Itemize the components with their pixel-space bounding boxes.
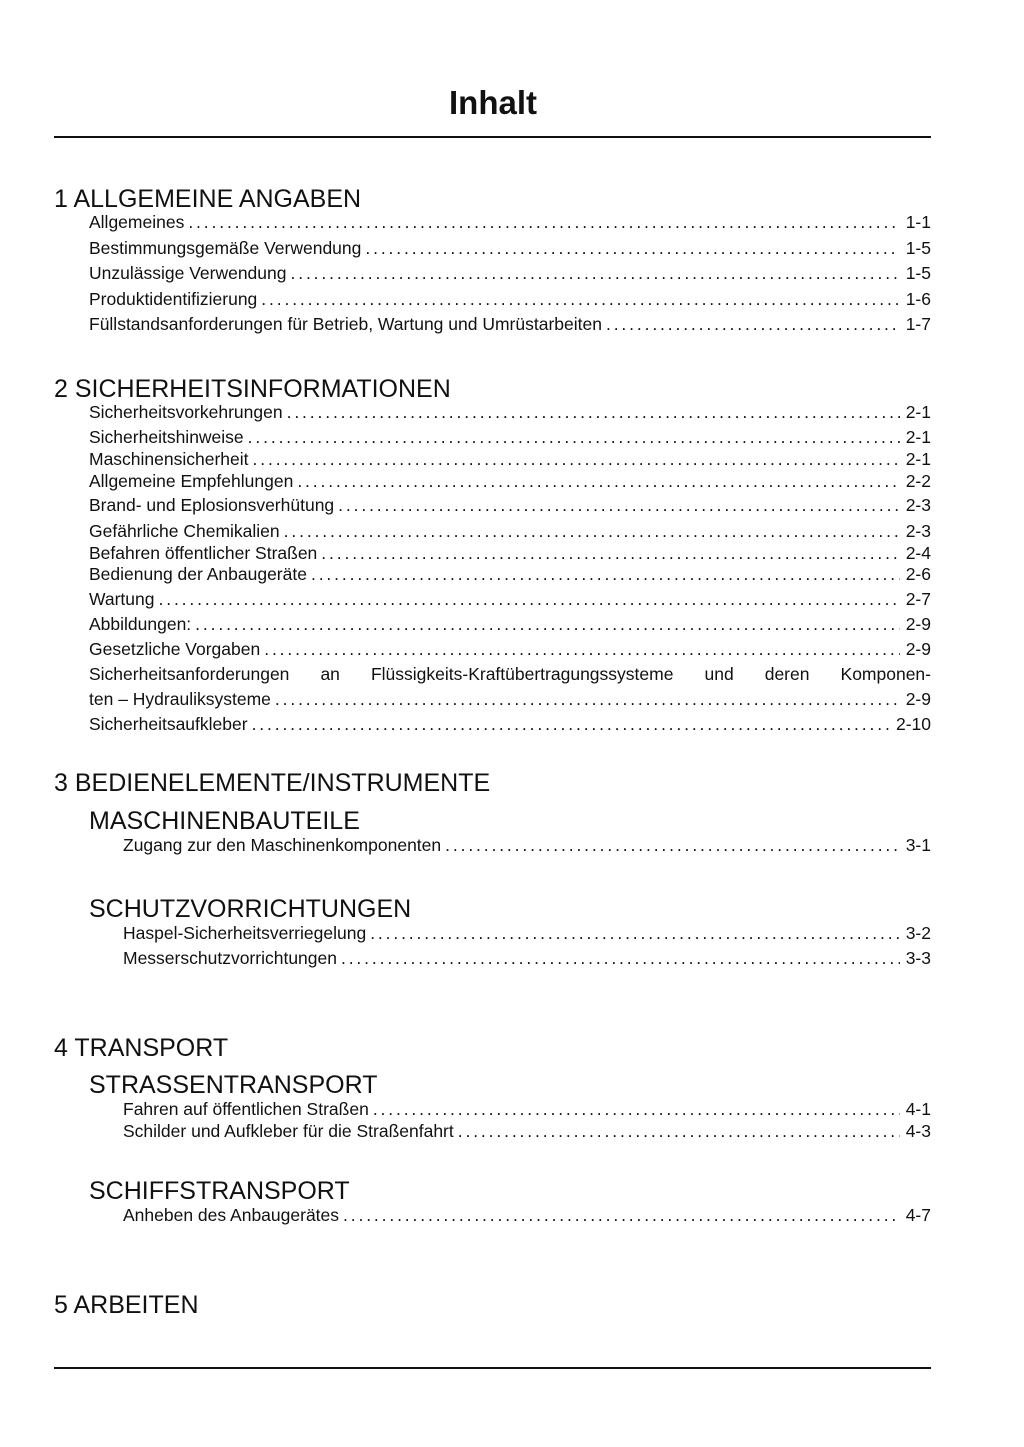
toc-entry-text: ten – Hydrauliksysteme [89,689,271,709]
section-heading[interactable]: MASCHINENBAUTEILE [89,807,360,835]
dot-leader [159,588,900,610]
dot-leader [287,401,900,423]
toc-entry[interactable] [89,588,931,610]
dot-leader [365,237,899,259]
toc-entry-text: Gefährliche Chemikalien [89,521,280,541]
toc-entry[interactable] [89,262,931,284]
toc-entry[interactable] [89,688,931,710]
toc-entry-text: Sicherheitshinweise [89,427,244,447]
toc-entry-text: Wartung [89,589,155,609]
toc-entry-text: Gesetzliche Vorgaben [89,639,261,659]
toc-entry-text: Befahren öffentlicher Straßen [89,543,318,563]
dot-leader [275,688,900,710]
chapter-heading-1[interactable]: 1 ALLGEMEINE ANGABEN [54,185,362,213]
toc-entry-text: Haspel-Sicherheitsverriegelung [123,923,367,943]
toc-entry[interactable] [89,520,931,542]
toc-entry-page: 2-2 [905,471,931,491]
toc-entry[interactable] [89,713,931,735]
toc-entry[interactable] [89,542,931,564]
dot-leader [253,448,900,470]
toc-entry-page: 3-2 [905,923,931,943]
toc-entry-page: 1-5 [905,263,931,283]
toc-entry[interactable] [123,922,931,944]
dot-leader [261,288,899,310]
toc-entry-page: 2-3 [905,521,931,541]
dot-leader [370,922,900,944]
toc-entry-page: 1-5 [905,238,931,258]
toc-entry-text: Brand- und Eplosionsverhütung [89,495,335,515]
toc-entry[interactable] [89,563,931,585]
toc-entry-page: 4-1 [905,1099,931,1119]
toc-entry-text: Zugang zur den Maschinenkomponenten [123,835,442,855]
toc-entry-page: 1-1 [905,212,931,232]
toc-entry-text: Maschinensicherheit [89,449,249,469]
dot-leader [373,1098,900,1120]
toc-entry-text: Unzulässige Verwendung [89,263,287,283]
toc-entry-text: Allgemeines [89,212,185,232]
toc-entry-text: Produktidentifizierung [89,289,258,309]
toc-entry[interactable] [89,494,931,516]
toc-entry-page: 3-1 [905,835,931,855]
toc-entry-page: 2-6 [905,564,931,584]
dot-leader [188,211,899,233]
bottom-divider [54,1367,931,1369]
toc-entry-text: Bestimmungsgemäße Verwendung [89,238,362,258]
dot-leader [297,470,899,492]
dot-leader [606,313,900,335]
chapter-heading-5[interactable]: 5 ARBEITEN [54,1291,199,1319]
toc-entry-text: Füllstandsanforderungen für Betrieb, Wartung und Umrüstarbeiten [89,314,602,334]
toc-entry[interactable] [89,313,931,335]
toc-entry[interactable] [123,1098,931,1120]
toc-entry-text: Sicherheitsvorkehrungen [89,402,283,422]
toc-entry[interactable] [123,1204,931,1226]
page-title: Inhalt [449,84,537,121]
toc-entry[interactable] [89,470,931,492]
toc-entry[interactable] [89,288,931,310]
toc-entry-page: 4-3 [905,1121,931,1141]
section-heading[interactable]: STRASSENTRANSPORT [89,1071,378,1099]
dot-leader [264,638,899,660]
dot-leader [252,713,890,735]
dot-leader [291,262,900,284]
toc-entry-page: 2-3 [905,495,931,515]
toc-entry-page: 1-6 [905,289,931,309]
toc-entry[interactable] [89,211,931,233]
section-heading[interactable]: SCHUTZVORRICHTUNGEN [89,895,412,923]
toc-entry-text: Sicherheitsaufkleber [89,714,248,734]
dot-leader [311,563,900,585]
dot-leader [341,947,900,969]
toc-entry-page: 2-9 [905,639,931,659]
toc-entry-text: Abbildungen: [89,614,192,634]
chapter-heading-2[interactable]: 2 SICHERHEITSINFORMATIONEN [54,375,451,403]
toc-entry[interactable] [89,401,931,423]
dot-leader [321,542,899,564]
toc-entry-wrapped-line[interactable]: Sicherheitsanforderungen an Flüssigkeits-Kraftübertragungssysteme und deren Komponen- [89,664,931,684]
toc-entry-text: Fahren auf öffentlichen Straßen [123,1099,369,1119]
toc-entry-page: 2-4 [905,543,931,563]
dot-leader [343,1204,900,1226]
dot-leader [248,426,900,448]
toc-entry[interactable] [89,613,931,635]
dot-leader [195,613,900,635]
toc-entry[interactable] [89,237,931,259]
toc-entry-text: Messerschutzvorrichtungen [123,948,337,968]
toc-entry-page: 4-7 [905,1205,931,1225]
dot-leader [458,1120,900,1142]
toc-entry[interactable] [123,834,931,856]
toc-entry-page: 2-1 [905,402,931,422]
top-divider [54,136,931,138]
toc-entry-page: 2-1 [905,427,931,447]
toc-entry-page: 3-3 [905,948,931,968]
toc-entry-page: 1-7 [905,314,931,334]
chapter-heading-4[interactable]: 4 TRANSPORT [54,1034,229,1062]
toc-entry[interactable] [89,448,931,470]
toc-entry[interactable] [123,947,931,969]
toc-entry-text: Allgemeine Empfehlungen [89,471,294,491]
toc-entry-page: 2-9 [905,614,931,634]
toc-entry-page: 2-7 [905,589,931,609]
toc-entry-text: Schilder und Aufkleber für die Straßenfahrt [123,1121,454,1141]
dot-leader [445,834,900,856]
toc-entry[interactable] [123,1120,931,1142]
section-heading[interactable]: SCHIFFSTRANSPORT [89,1177,350,1205]
toc-entry-page: 2-9 [905,689,931,709]
toc-entry-page: 2-10 [895,714,931,734]
toc-entry-text: Anheben des Anbaugerätes [123,1205,340,1225]
dot-leader [284,520,900,542]
toc-entry-text: Bedienung der Anbaugeräte [89,564,307,584]
toc-entry[interactable] [89,638,931,660]
chapter-heading-3[interactable]: 3 BEDIENELEMENTE/INSTRUMENTE [54,769,491,797]
toc-entry[interactable] [89,426,931,448]
toc-entry-page: 2-1 [905,449,931,469]
dot-leader [338,494,900,516]
